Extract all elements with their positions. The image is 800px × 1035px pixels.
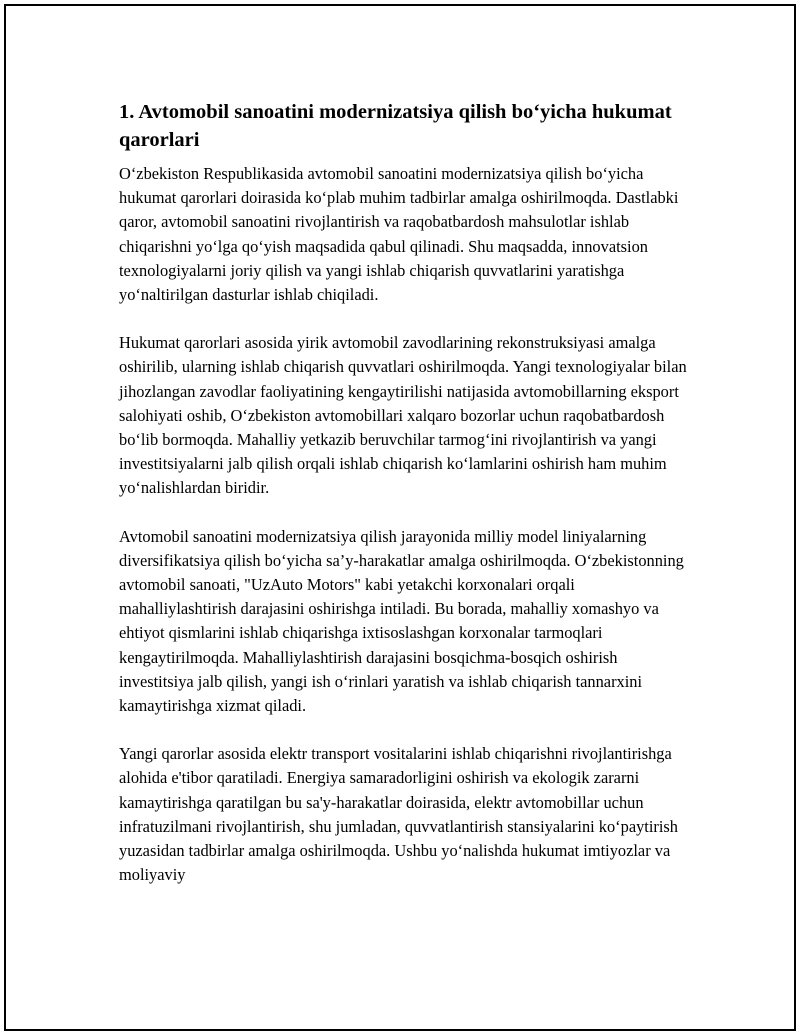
paragraph-3: Avtomobil sanoatini modernizatsiya qilish jarayonida milliy model liniyalarning diversifikatsiya qilish bo‘yicha sa’y-harakatlar amalga oshirilmoqda. O‘zbekistonning avtomobil sanoati, "UzAuto Motors" kabi yetakchi korxonalari orqali mahalliylashtirish darajasini oshirishga intiladi. Bu borada, mahalliy xomashyo va ehtiyot qismlarini ishlab chiqarishga ixtisoslashgan korxonalar tarmoqlari kengaytirilmoqda. Mahalliylashtirish darajasini bosqichma-bosqich oshirish investitsiya jalb qilish, yangi ish o‘rinlari yaratish va ishlab chiqarish tannarxini kamaytirishga xizmat qiladi. (119, 526, 684, 716)
paragraph-1: O‘zbekiston Respublikasida avtomobil sanoatini modernizatsiya qilish bo‘yicha hukumat qarorlari doirasida ko‘plab muhim tadbirlar amalga oshirilmoqda. Dastlabki qaror, avtomobil sanoatini rivojlantirish va raqobatbardosh mahsulotlar ishlab chiqarishni yo‘lga qo‘yish maqsadida qabul qilinadi. Shu maqsadda, innovatsion texnologiyalarni joriy qilish va yangi ishlab chiqarish quvvatlarini yaratishga yo‘naltirilgan dasturlar ishlab chiqiladi. (119, 164, 679, 305)
paragraph-4: Yangi qarorlar asosida elektr transport vositalarini ishlab chiqarishni rivojlantirishga alohida e'tibor qaratiladi. Energiya samaradorligini oshirish va ekologik zararni kamaytirishga qaratilgan bu sa'y-harakatlar doirasida, elektr avtomobillar uchun infratuzilmani rivojlantirish, shu jumladan, quvvatlantirish stansiyalarini ko‘paytirish yuzasidan tadbirlar amalga oshirilmoqda. Ushbu yo‘nalishda hukumat imtiyozlar va moliyaviy (119, 744, 678, 885)
paragraph-2: Hukumat qarorlari asosida yirik avtomobil zavodlarining rekonstruksiyasi amalga oshirilib, ularning ishlab chiqarish quvvatlari oshirilmoqda. Yangi texnologiyalar bilan jihozlangan zavodlar faoliyatining kengaytirilishi natijasida avtomobillarning eksport salohiyati oshib, O‘zbekiston avtomobillari xalqaro bozorlar uchun raqobatbardosh bo‘lib bormoqda. Mahalliy yetkazib beruvchilar tarmog‘ini rivojlantirish va yangi investitsiyalarni jalb qilish orqali ishlab chiqarish ko‘lamlarini oshirish ham muhim yo‘nalishlardan biridir. (119, 333, 687, 498)
document-body (119, 98, 689, 911)
page-frame (4, 4, 796, 1031)
section-heading: 1. Avtomobil sanoatini modernizatsiya qilish bo‘yicha hukumat qarorlari (119, 101, 672, 151)
